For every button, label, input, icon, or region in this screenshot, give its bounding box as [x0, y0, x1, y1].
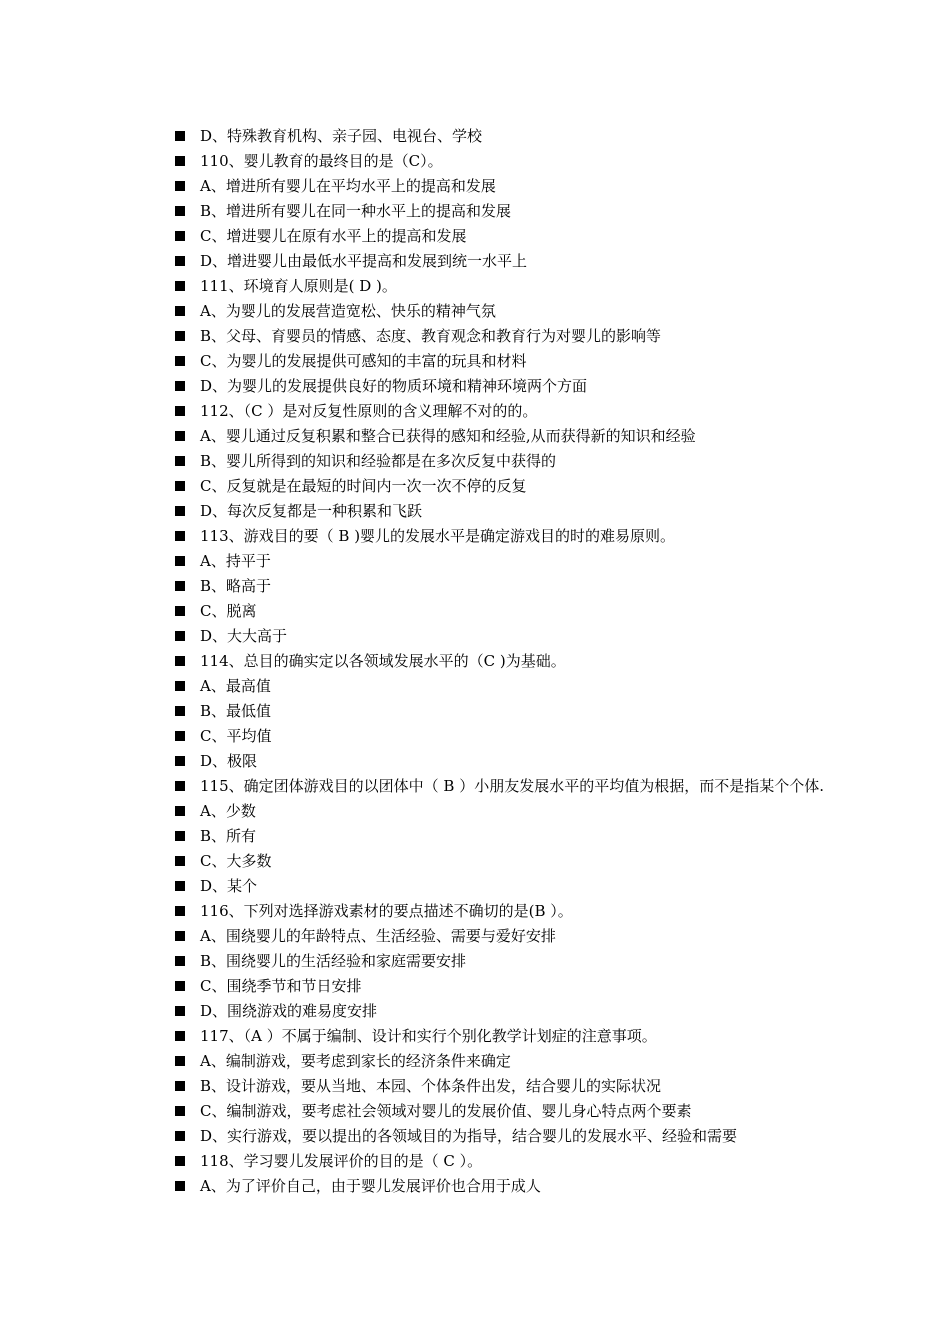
list-item-text: 110、婴儿教育的最终目的是（C）。: [200, 152, 443, 170]
list-item-text: C、大多数: [200, 852, 272, 870]
list-item: [172, 1099, 832, 1124]
list-item: [172, 999, 832, 1024]
list-item-text: B、婴儿所得到的知识和经验都是在多次反复中获得的: [200, 452, 557, 470]
list-item-text: D、实行游戏，要以提出的各领域目的为指导，结合婴儿的发展水平、经验和需要: [200, 1127, 738, 1145]
square-bullet-icon: [172, 624, 200, 649]
list-item: [172, 1124, 832, 1149]
list-item: [172, 424, 832, 449]
square-bullet-icon: [172, 1124, 200, 1149]
list-item: [172, 549, 832, 574]
list-item-text: C、增进婴儿在原有水平上的提高和发展: [200, 227, 467, 245]
square-bullet-icon: [172, 124, 200, 149]
square-bullet-icon: [172, 524, 200, 549]
list-item-text: D、特殊教育机构、亲子园、电视台、学校: [200, 127, 483, 145]
list-item: [172, 149, 832, 174]
square-bullet-icon: [172, 924, 200, 949]
list-item-text: A、增进所有婴儿在平均水平上的提高和发展: [200, 177, 496, 195]
list-item: [172, 674, 832, 699]
square-bullet-icon: [172, 999, 200, 1024]
list-item-text: B、最低值: [200, 702, 272, 720]
list-item: [172, 1024, 832, 1049]
list-item: [172, 474, 832, 499]
list-item: [172, 599, 832, 624]
square-bullet-icon: [172, 824, 200, 849]
list-item: [172, 624, 832, 649]
square-bullet-icon: [172, 449, 200, 474]
square-bullet-icon: [172, 1049, 200, 1074]
list-item-text: 115、确定团体游戏目的以团体中（ B ）小朋友发展水平的平均值为根据，而不是指某个个体.: [200, 777, 824, 795]
square-bullet-icon: [172, 949, 200, 974]
list-item-text: D、为婴儿的发展提供良好的物质环境和精神环境两个方面: [200, 377, 588, 395]
list-item: [172, 499, 832, 524]
list-item-text: D、增进婴儿由最低水平提高和发展到统一水平上: [200, 252, 528, 270]
square-bullet-icon: [172, 249, 200, 274]
list-item: [172, 649, 832, 674]
list-item-text: B、围绕婴儿的生活经验和家庭需要安排: [200, 952, 467, 970]
list-item-text: 116、下列对选择游戏素材的要点描述不确切的是(B ）。: [200, 902, 573, 920]
list-item-text: 114、总目的确实定以各领域发展水平的（C )为基础。: [200, 652, 566, 670]
list-item: [172, 524, 832, 549]
list-item-text: C、围绕季节和节日安排: [200, 977, 362, 995]
square-bullet-icon: [172, 199, 200, 224]
list-item: [172, 774, 832, 799]
list-item: [172, 1074, 832, 1099]
list-item-text: A、编制游戏，要考虑到家长的经济条件来确定: [200, 1052, 511, 1070]
list-item: [172, 724, 832, 749]
list-item: [172, 949, 832, 974]
square-bullet-icon: [172, 599, 200, 624]
list-item-text: D、大大高于: [200, 627, 288, 645]
list-item-text: C、反复就是在最短的时间内一次一次不停的反复: [200, 477, 527, 495]
list-item-text: 112、（C ）是对反复性原则的含义理解不对的的。: [200, 402, 538, 420]
list-item: [172, 974, 832, 999]
square-bullet-icon: [172, 349, 200, 374]
list-item: [172, 699, 832, 724]
square-bullet-icon: [172, 899, 200, 924]
square-bullet-icon: [172, 849, 200, 874]
list-item-text: A、为婴儿的发展营造宽松、快乐的精神气氛: [200, 302, 496, 320]
list-item: [172, 249, 832, 274]
list-item: [172, 1049, 832, 1074]
list-item: [172, 449, 832, 474]
square-bullet-icon: [172, 474, 200, 499]
list-item-text: 111、环境育人原则是( D )。: [200, 277, 397, 295]
list-item: [172, 824, 832, 849]
square-bullet-icon: [172, 424, 200, 449]
list-item: [172, 899, 832, 924]
list-item: [172, 349, 832, 374]
square-bullet-icon: [172, 799, 200, 824]
list-item-text: C、平均值: [200, 727, 272, 745]
square-bullet-icon: [172, 749, 200, 774]
list-item-text: D、围绕游戏的难易度安排: [200, 1002, 378, 1020]
square-bullet-icon: [172, 674, 200, 699]
square-bullet-icon: [172, 299, 200, 324]
list-item: [172, 399, 832, 424]
square-bullet-icon: [172, 499, 200, 524]
list-item-text: 118、学习婴儿发展评价的目的是（ C ）。: [200, 1152, 483, 1170]
list-item-text: B、略高于: [200, 577, 272, 595]
list-item-text: B、增进所有婴儿在同一种水平上的提高和发展: [200, 202, 512, 220]
list-item-text: C、为婴儿的发展提供可感知的丰富的玩具和材料: [200, 352, 527, 370]
square-bullet-icon: [172, 324, 200, 349]
list-item-text: C、脱离: [200, 602, 257, 620]
list-item-text: D、某个: [200, 877, 258, 895]
square-bullet-icon: [172, 374, 200, 399]
list-item: [172, 199, 832, 224]
list-item: [172, 749, 832, 774]
question-list: [172, 124, 832, 1199]
list-item: [172, 374, 832, 399]
list-item-text: 113、游戏目的要（ B )婴儿的发展水平是确定游戏目的时的难易原则。: [200, 527, 676, 545]
list-item: [172, 799, 832, 824]
square-bullet-icon: [172, 1074, 200, 1099]
list-item-text: A、为了评价自己，由于婴儿发展评价也合用于成人: [200, 1177, 541, 1195]
square-bullet-icon: [172, 224, 200, 249]
square-bullet-icon: [172, 874, 200, 899]
square-bullet-icon: [172, 174, 200, 199]
list-item: [172, 174, 832, 199]
square-bullet-icon: [172, 699, 200, 724]
list-item: [172, 1174, 832, 1199]
list-item: [172, 324, 832, 349]
list-item: [172, 849, 832, 874]
list-item: [172, 224, 832, 249]
square-bullet-icon: [172, 724, 200, 749]
list-item-text: B、所有: [200, 827, 257, 845]
square-bullet-icon: [172, 774, 200, 799]
list-item-text: A、持平于: [200, 552, 271, 570]
list-item-text: D、每次反复都是一种积累和飞跃: [200, 502, 423, 520]
square-bullet-icon: [172, 1174, 200, 1199]
list-item: [172, 874, 832, 899]
list-item-text: A、最高值: [200, 677, 271, 695]
square-bullet-icon: [172, 1024, 200, 1049]
square-bullet-icon: [172, 1099, 200, 1124]
square-bullet-icon: [172, 1149, 200, 1174]
list-item-text: A、婴儿通过反复积累和整合已获得的感知和经验,从而获得新的知识和经验: [200, 427, 696, 445]
square-bullet-icon: [172, 274, 200, 299]
list-item: [172, 124, 832, 149]
list-item-text: A、围绕婴儿的年龄特点、生活经验、需要与爱好安排: [200, 927, 556, 945]
square-bullet-icon: [172, 549, 200, 574]
square-bullet-icon: [172, 149, 200, 174]
square-bullet-icon: [172, 574, 200, 599]
list-item-text: B、设计游戏，要从当地、本园、个体条件出发，结合婴儿的实际状况: [200, 1077, 662, 1095]
square-bullet-icon: [172, 974, 200, 999]
list-item-text: 117、（A ）不属于编制、设计和实行个别化教学计划症的注意事项。: [200, 1027, 657, 1045]
list-item: [172, 924, 832, 949]
square-bullet-icon: [172, 649, 200, 674]
list-item-text: C、编制游戏，要考虑社会领域对婴儿的发展价值、婴儿身心特点两个要素: [200, 1102, 692, 1120]
list-item-text: A、少数: [200, 802, 256, 820]
list-item-text: D、极限: [200, 752, 258, 770]
list-item: [172, 299, 832, 324]
list-item: [172, 1149, 832, 1174]
list-item: [172, 274, 832, 299]
list-item-text: B、父母、育婴员的情感、态度、教育观念和教育行为对婴儿的影响等: [200, 327, 662, 345]
list-item: [172, 574, 832, 599]
square-bullet-icon: [172, 399, 200, 424]
